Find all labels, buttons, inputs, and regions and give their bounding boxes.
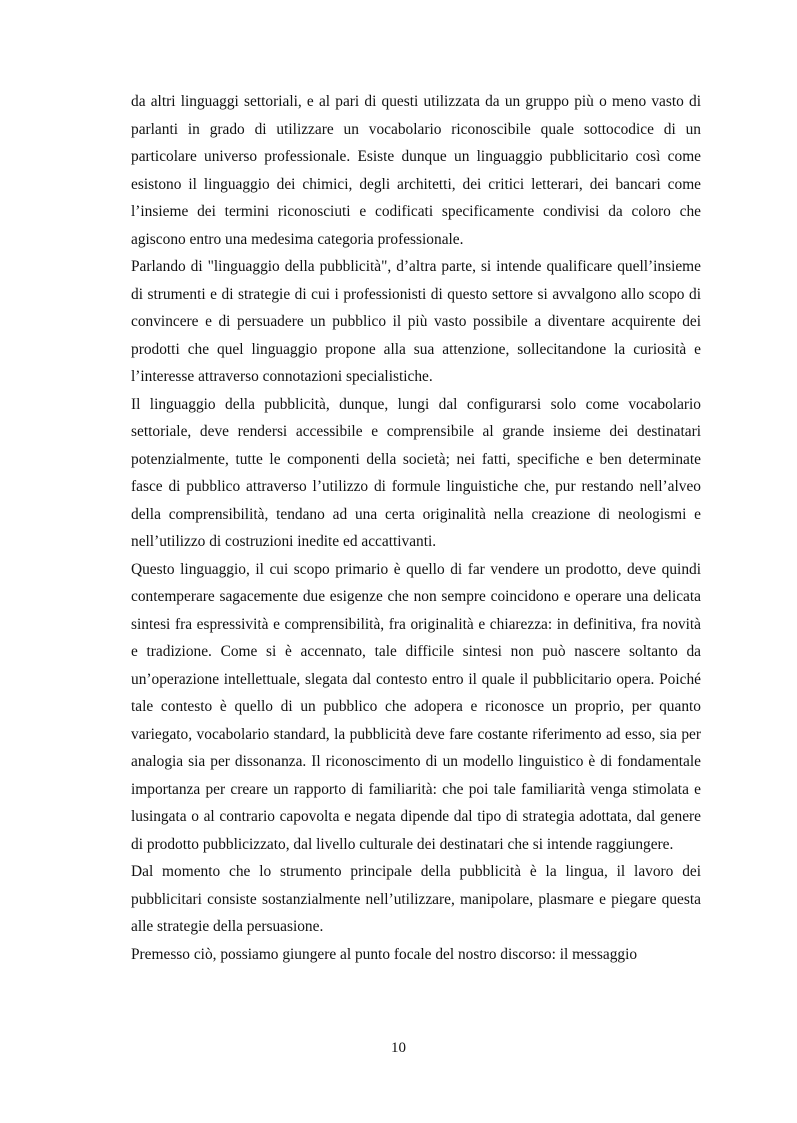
body-text	[131, 88, 701, 968]
paragraph-2: Parlando di "linguaggio della pubblicità", d’altra parte, si intende qualificare quell’insieme di strumenti e di strategie di cui i professionisti di questo settore si avvalgono allo scopo di convincere e di persuadere un pubblico il più vasto possibile a diventare acquirente dei prodotti che quel linguaggio propone alla sua attenzione, sollecitandone la curiosità e l’interesse attraverso connotazioni specialistiche.	[131, 258, 701, 385]
page-number: 10	[391, 1040, 406, 1056]
paragraph-5: Dal momento che lo strumento principale della pubblicità è la lingua, il lavoro dei pubblicitari consiste sostanzialmente nell’utilizzare, manipolare, plasmare e piegare questa alle strategie della persuasione.	[131, 863, 701, 935]
paragraph-4: Questo linguaggio, il cui scopo primario è quello di far vendere un prodotto, deve quindi contemperare sagacemente due esigenze che non sempre coincidono e operare una delicata sintesi fra espressività e comprensibilità, fra originalità e chiarezza: in definitiva, fra novità e tradizione. Come si è accennato, tale difficile sintesi non può nascere soltanto da un’operazione intellettuale, slegata dal contesto entro il quale il pubblicitario opera. Poiché tale contesto è quello di un pubblico che adopera e riconosce un proprio, per quanto variegato, vocabolario standard, la pubblicità deve fare costante riferimento ad esso, sia per analogia sia per dissonanza. Il riconoscimento di un modello linguistico è di fondamentale importanza per creare un rapporto di familiarità: che poi tale familiarità venga stimolata e lusingata o al contrario capovolta e negata dipende dal tipo di strategia adottata, dal genere di prodotto pubblicizzato, dal livello culturale dei destinatari che si intende raggiungere.	[131, 560, 701, 853]
paragraph-6: Premesso ciò, possiamo giungere al punto focale del nostro discorso: il messaggio	[131, 945, 638, 963]
paragraph-1: da altri linguaggi settoriali, e al pari di questi utilizzata da un gruppo più o meno vasto di parlanti in grado di utilizzare un vocabolario riconoscibile quale sottocodice di un particolare universo professionale. Esiste dunque un linguaggio pubblicitario così come esistono il linguaggio dei chimici, degli architetti, dei critici letterari, dei bancari come l’insieme dei termini riconosciuti e codificati specificamente condivisi da coloro che agiscono entro una medesima categoria professionale.	[131, 93, 701, 248]
paragraph-3: Il linguaggio della pubblicità, dunque, lungi dal configurarsi solo come vocabolario settoriale, deve rendersi accessibile e comprensibile al grande insieme dei destinatari potenzialmente, tutte le componenti della società; nei fatti, specifiche e ben determinate fasce di pubblico attraverso l’utilizzo di formule linguistiche che, pur restando nell’alveo della comprensibilità, tendano ad una certa originalità nella creazione di neologismi e nell’utilizzo di costruzioni inedite ed accattivanti.	[131, 395, 701, 550]
